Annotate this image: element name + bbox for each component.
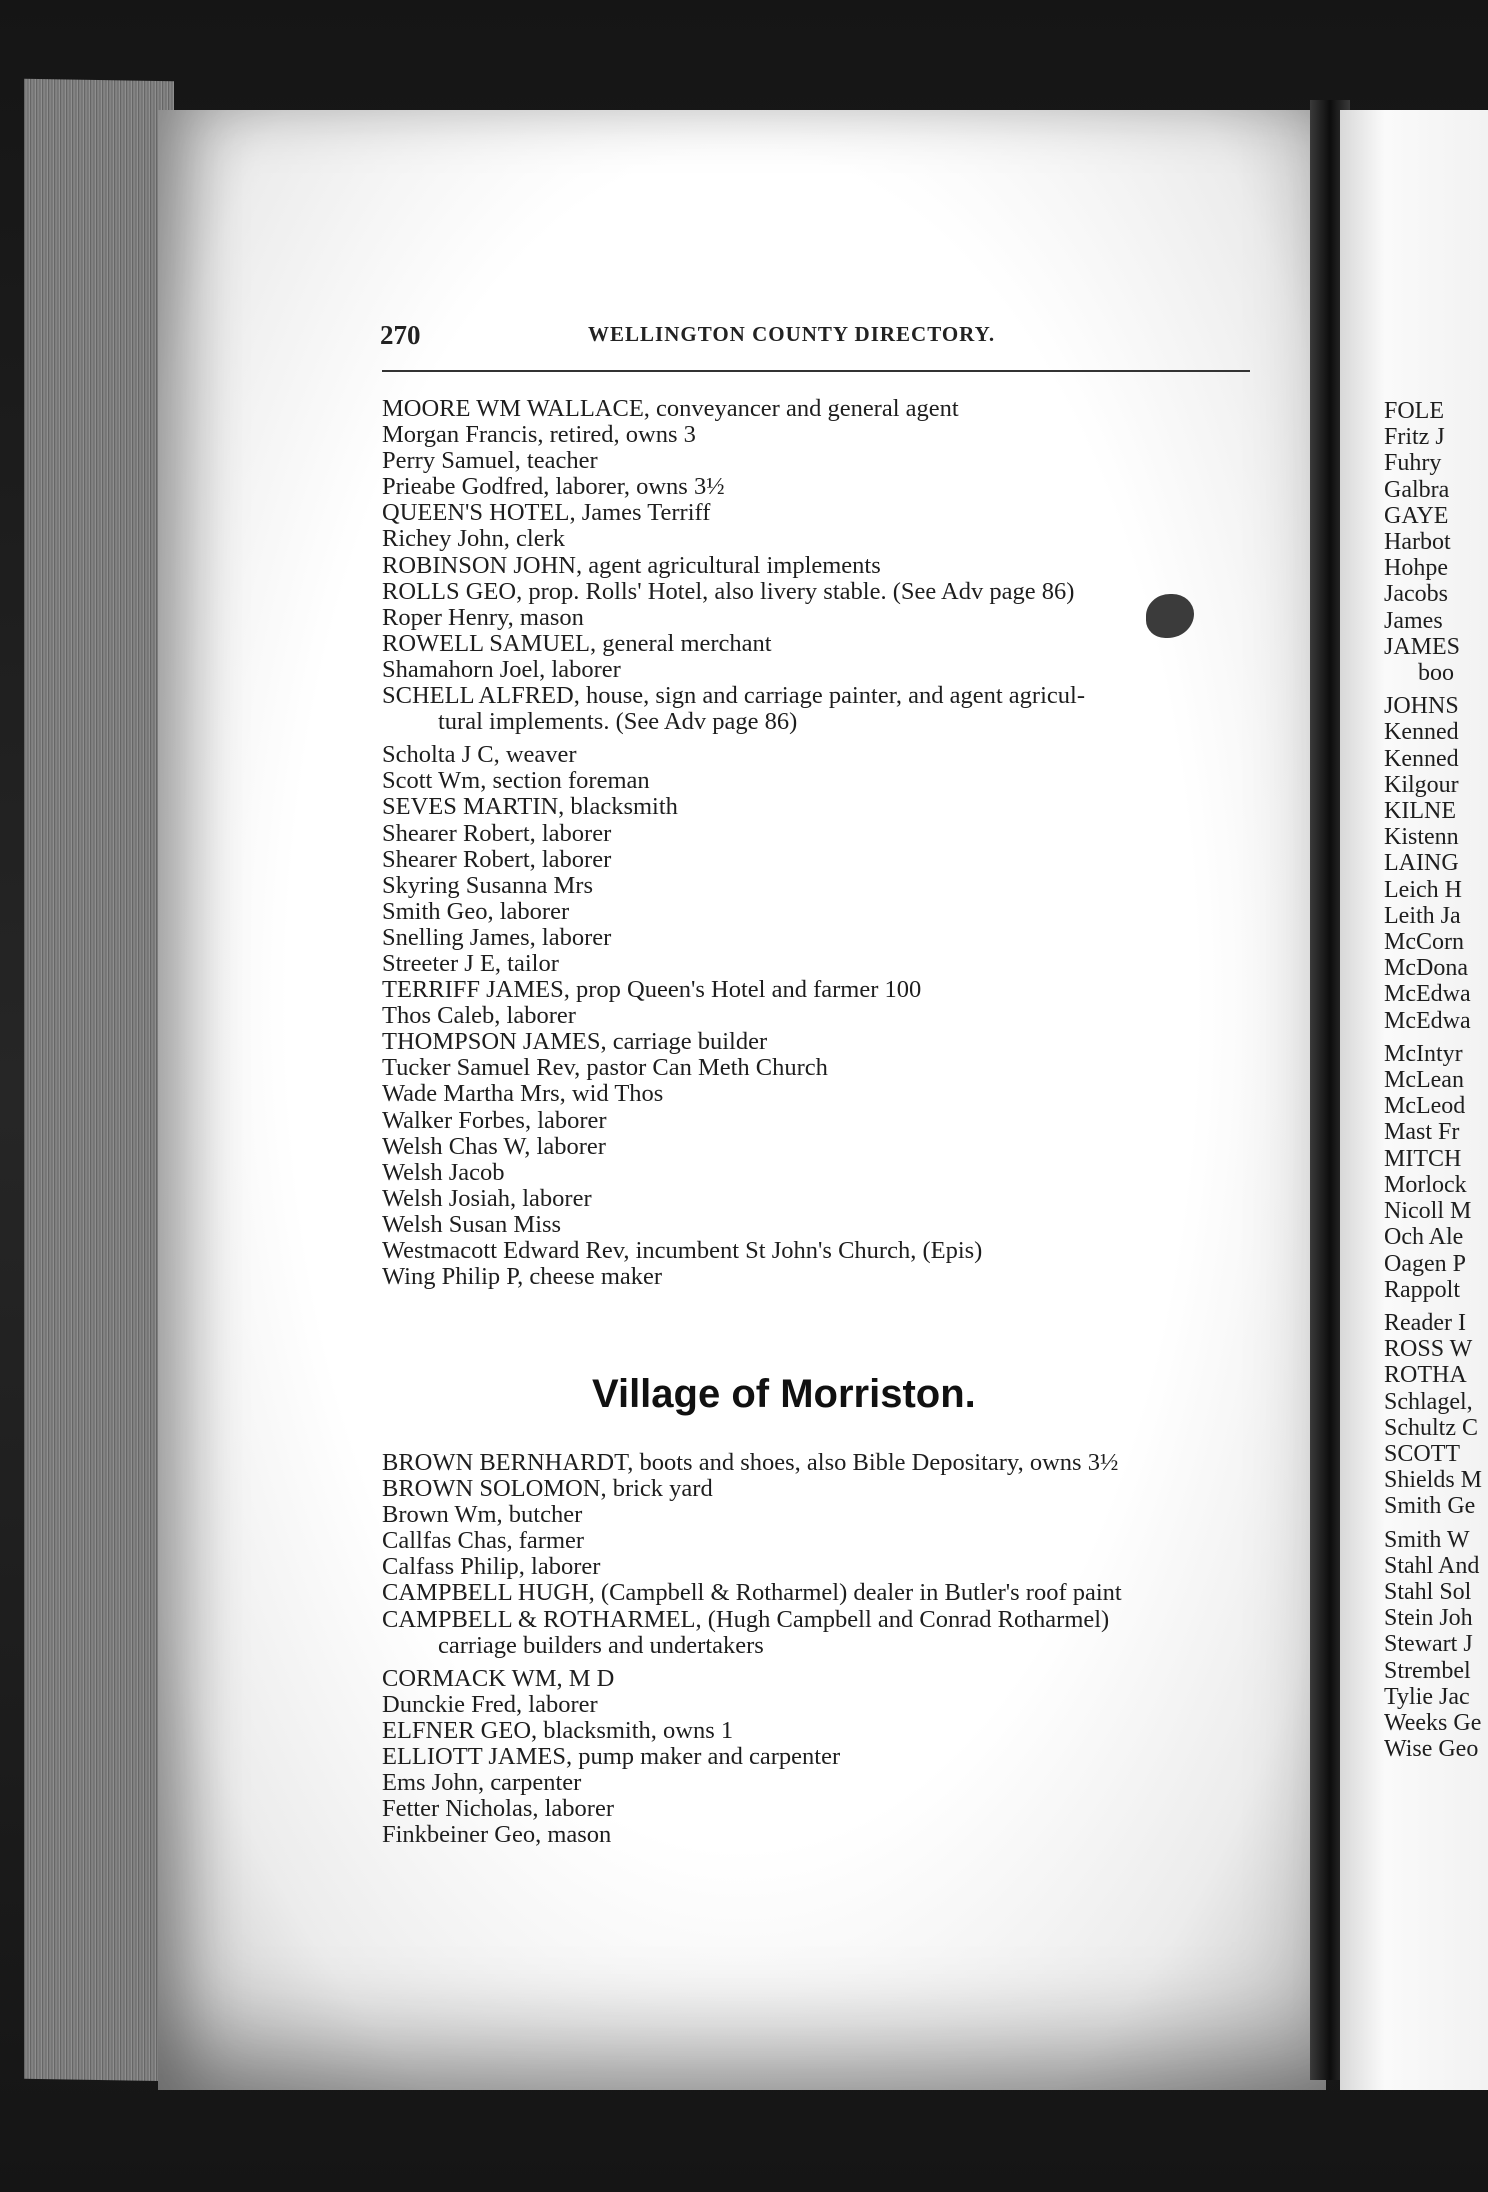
right-entry: JAMES [1384,633,1461,660]
running-head: WELLINGTON COUNTY DIRECTORY. [588,322,996,346]
directory-entry: Callfas Chas, farmer [382,1527,585,1555]
right-entry: Hohpe [1384,555,1448,582]
directory-entry: Scott Wm, section foreman [382,767,650,795]
directory-entry: BROWN SOLOMON, brick yard [382,1475,713,1503]
directory-entry: TERRIFF JAMES, prop Queen's Hotel and farmer 100 [382,976,922,1004]
directory-entry: Welsh Josiah, laborer [382,1184,592,1212]
right-entry: Jacobs [1384,581,1448,608]
directory-entry-continuation: tural implements. (See Adv page 86) [438,708,798,736]
right-entry: Mast Fr [1384,1119,1460,1146]
directory-entry: CAMPBELL & ROTHARMEL, (Hugh Campbell and Conrad Rotharmel) [382,1605,1110,1633]
section-heading: Village of Morriston. [592,1372,976,1416]
right-entry: McEdwa [1384,1007,1471,1034]
right-entry: McIntyr [1384,1040,1463,1067]
directory-entry: Snelling James, laborer [382,923,612,951]
right-entry: Tylie Jac [1384,1683,1470,1710]
directory-entry-continuation: carriage builders and undertakers [438,1631,764,1659]
book-page-edges [24,79,174,2082]
right-entry: Galbra [1384,476,1450,503]
right-entry: Kenned [1384,719,1459,746]
right-entry: ROSS W [1384,1336,1473,1363]
directory-entry: Welsh Chas W, laborer [382,1132,606,1160]
directory-entry: Tucker Samuel Rev, pastor Can Meth Church [382,1054,828,1082]
right-entry: Oagen P [1384,1250,1466,1277]
right-entry: LAING [1384,850,1459,877]
directory-entry: Ems John, carpenter [382,1769,582,1797]
directory-entry: Finkbeiner Geo, mason [382,1821,612,1849]
directory-entry: THOMPSON JAMES, carriage builder [382,1028,768,1056]
right-entry: Smith Ge [1384,1493,1476,1520]
directory-entry: ELLIOTT JAMES, pump maker and carpenter [382,1743,841,1771]
directory-entry: Westmacott Edward Rev, incumbent St John's Church, (Epis) [382,1237,983,1264]
right-entry: Reader I [1384,1309,1466,1336]
right-entry: Wise Geo [1384,1736,1479,1763]
directory-entry: Morgan Francis, retired, owns 3 [382,421,696,449]
right-entry: Fuhry [1384,450,1442,477]
directory-entry: CORMACK WM, M D [382,1664,615,1692]
right-entry: FOLE [1384,398,1444,424]
right-entry: McDona [1384,955,1468,982]
right-entry: Smith W [1384,1526,1470,1553]
right-entry: Kilgour [1384,771,1459,798]
right-entry: Weeks Ge [1384,1709,1482,1736]
directory-entry: ROWELL SAMUEL, general merchant [382,629,772,657]
header-rule [382,370,1250,372]
right-entry: Stahl And [1384,1552,1480,1579]
directory-entries [382,396,1262,1290]
directory-entry: Shamahorn Joel, laborer [382,655,621,683]
right-entry: Och Ale [1384,1224,1464,1251]
directory-entry: Smith Geo, laborer [382,897,570,925]
right-entry: Leith Ja [1384,902,1461,929]
right-entry: Fritz J [1384,424,1445,451]
right-entry: Shields M [1384,1467,1483,1494]
right-entry: GAYE [1384,502,1449,529]
directory-entry: BROWN BERNHARDT, boots and shoes, also Bible Depositary, owns 3½ [382,1449,1119,1476]
directory-entry: Calfass Philip, laborer [382,1553,601,1581]
directory-entry: Roper Henry, mason [382,603,584,631]
right-entry: JOHNS [1384,693,1459,720]
right-entry: SCOTT [1384,1440,1461,1467]
right-entry: McEdwa [1384,981,1471,1008]
right-entry: Harbot [1384,529,1451,556]
directory-entry: MOORE WM WALLACE, conveyancer and general agent [382,395,959,422]
directory-entry: Perry Samuel, teacher [382,447,598,475]
directory-entry: Prieabe Godfred, laborer, owns 3½ [382,473,725,501]
directory-entry: Welsh Susan Miss [382,1210,562,1238]
right-entry: Leich H [1384,876,1462,903]
right-entry: Schultz C [1384,1414,1478,1441]
directory-entry: ROLLS GEO, prop. Rolls' Hotel, also livery stable. (See Adv page 86) [382,577,1075,605]
directory-entry: Welsh Jacob [382,1158,505,1186]
right-entry: Schlagel, [1384,1388,1473,1415]
right-entry: Rappolt [1384,1276,1460,1303]
right-entry: James [1384,607,1443,634]
right-entry: Stein Joh [1384,1605,1473,1632]
right-entry: Nicoll M [1384,1198,1472,1225]
directory-entry: QUEEN'S HOTEL, James Terriff [382,499,711,527]
right-entry: Stahl Sol [1384,1578,1472,1605]
right-entry: boo [1418,660,1454,687]
right-entry: Kenned [1384,745,1459,772]
right-entry: McCorn [1384,929,1464,956]
page-number: 270 [380,320,421,350]
right-entry: Stewart J [1384,1631,1473,1658]
right-entry: KILNE [1384,798,1456,825]
directory-entry: Brown Wm, butcher [382,1501,583,1529]
entry-gap [1384,1520,1488,1527]
directory-entry: SEVES MARTIN, blacksmith [382,793,678,821]
right-entry: ROTHA [1384,1362,1467,1389]
directory-entry: Wing Philip P, cheese maker [382,1263,663,1291]
directory-entry: Richey John, clerk [382,525,566,553]
right-entry: MITCH [1384,1145,1462,1172]
directory-entry: Scholta J C, weaver [382,741,577,769]
right-entry: Morlock [1384,1171,1467,1198]
directory-entry: Thos Caleb, laborer [382,1002,576,1030]
directory-entry: Fetter Nicholas, laborer [382,1795,614,1823]
directory-entry: Wade Martha Mrs, wid Thos [382,1080,664,1108]
directory-entry: Shearer Robert, laborer [382,819,612,847]
right-entry: McLean [1384,1067,1464,1094]
entry-gap [1384,1303,1488,1310]
entry-gap [1384,1034,1488,1041]
right-entry: Strembel [1384,1657,1471,1684]
directory-entry: CAMPBELL HUGH, (Campbell & Rotharmel) dealer in Butler's roof paint [382,1579,1122,1607]
directory-entry: Walker Forbes, laborer [382,1106,607,1134]
morriston-entries [382,1450,1262,1848]
right-entry: McLeod [1384,1093,1466,1120]
directory-entry: Dunckie Fred, laborer [382,1690,598,1718]
entry-gap [1384,686,1488,693]
right-entry: Kistenn [1384,824,1459,851]
directory-entry: ROBINSON JOHN, agent agricultural implements [382,551,881,579]
directory-entry: Streeter J E, tailor [382,949,559,977]
page-header [380,320,1250,360]
directory-entry: Shearer Robert, laborer [382,845,612,873]
directory-entry: Skyring Susanna Mrs [382,871,593,899]
directory-entry: ELFNER GEO, blacksmith, owns 1 [382,1716,734,1744]
directory-entry: SCHELL ALFRED, house, sign and carriage painter, and agent agricul- [382,682,1085,710]
right-page-entries [1384,398,1488,1762]
